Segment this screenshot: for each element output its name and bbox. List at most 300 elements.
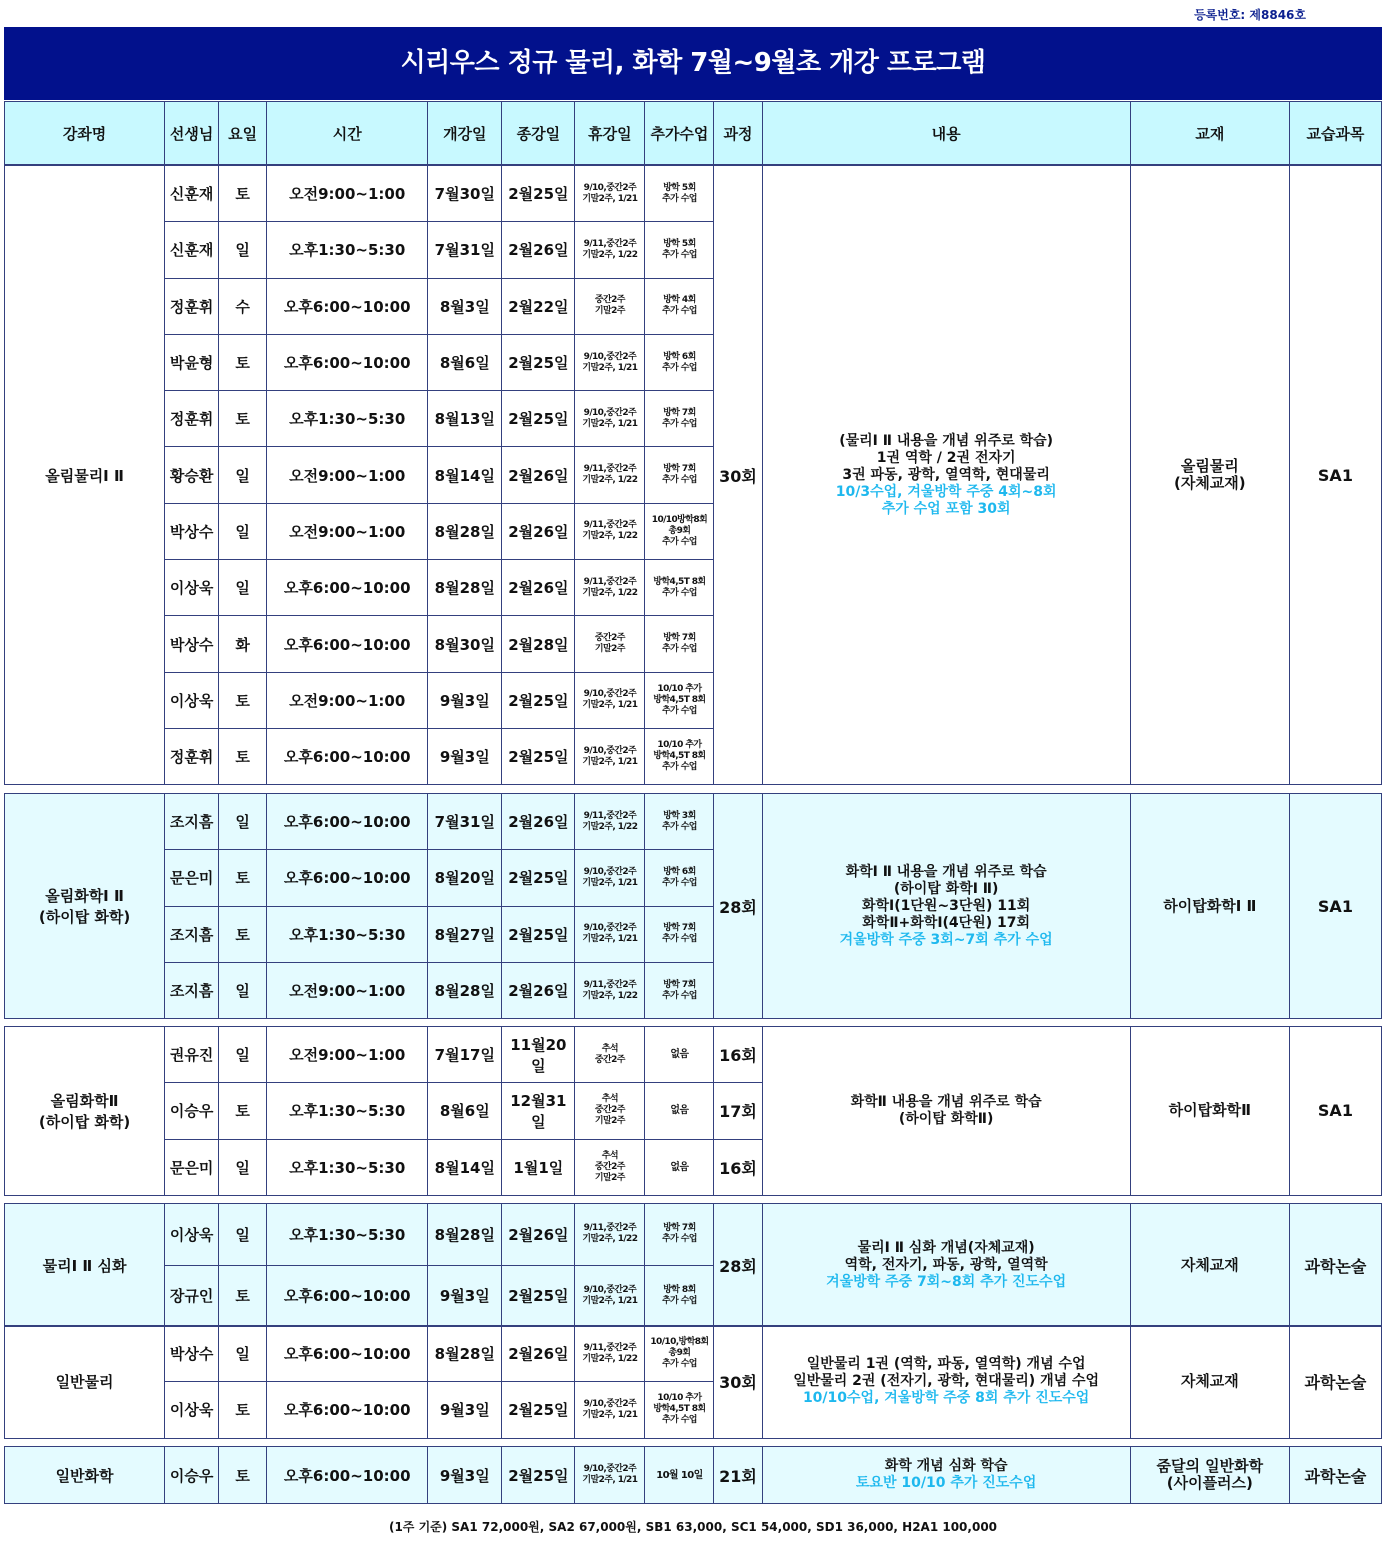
off-days bbox=[575, 1204, 645, 1266]
text-line: 10/10수업, 겨울방학 주중 8회 추가 진도수업 bbox=[802, 1390, 1090, 1407]
teacher-name: 이승우 bbox=[165, 1447, 219, 1504]
class-time: 오후1:30~5:30 bbox=[267, 906, 428, 962]
teacher-name: 박상수 bbox=[165, 616, 219, 672]
course-name bbox=[5, 1447, 165, 1504]
teacher-name: 이상욱 bbox=[165, 560, 219, 616]
text-line: 자체교재 bbox=[1180, 1372, 1239, 1391]
class-time: 오전9:00~1:00 bbox=[267, 166, 428, 222]
header-course: 강좌명 bbox=[5, 102, 165, 165]
text-line: 일반화학 bbox=[55, 1466, 114, 1485]
text-line: 추가 수업 bbox=[661, 1415, 697, 1426]
course-group-4 bbox=[4, 1325, 1382, 1439]
off-days bbox=[575, 906, 645, 962]
start-date: 9월3일 bbox=[428, 672, 502, 728]
extra-classes bbox=[645, 1326, 714, 1382]
off-days bbox=[575, 1265, 645, 1327]
off-days bbox=[575, 1027, 645, 1083]
text-line: 기말2주, 1/22 bbox=[582, 531, 638, 542]
text-line: 물리Ⅰ Ⅱ 심화 bbox=[42, 1256, 127, 1275]
start-date: 7월31일 bbox=[428, 794, 502, 850]
off-days bbox=[575, 560, 645, 616]
weekday: 일 bbox=[219, 447, 267, 503]
text-line: 화학 개념 심화 학습 bbox=[884, 1458, 1008, 1474]
text-line: 기말2주, 1/21 bbox=[582, 756, 638, 767]
text-line: 추가 수업 bbox=[661, 644, 697, 655]
teacher-name: 박상수 bbox=[165, 1326, 219, 1382]
text-line: 추가 수업 bbox=[661, 418, 697, 429]
text-line: 올림화학Ⅱ bbox=[50, 1091, 119, 1110]
text-line: 방학 5회 bbox=[663, 238, 696, 249]
course-group-2 bbox=[4, 1026, 1382, 1196]
course-content bbox=[762, 1326, 1130, 1439]
class-time: 오후6:00~10:00 bbox=[267, 616, 428, 672]
textbook bbox=[1130, 1447, 1289, 1504]
text-line: 추가 수업 bbox=[661, 536, 697, 547]
text-line: 10월 10일 bbox=[656, 1469, 703, 1481]
text-line: 방학4,5T 8회 bbox=[653, 1404, 706, 1415]
weekday: 토 bbox=[219, 166, 267, 222]
start-date: 9월3일 bbox=[428, 1447, 502, 1504]
text-line: 추가 수업 bbox=[661, 193, 697, 204]
start-date: 8월3일 bbox=[428, 278, 502, 334]
course-name bbox=[5, 794, 165, 1019]
weekday: 화 bbox=[219, 616, 267, 672]
text-line: 9/11,중간2주 bbox=[583, 1223, 637, 1234]
extra-classes bbox=[645, 222, 714, 278]
weekday: 일 bbox=[219, 962, 267, 1018]
class-time: 오후1:30~5:30 bbox=[267, 1083, 428, 1139]
textbook bbox=[1130, 1204, 1289, 1327]
class-time: 오후6:00~10:00 bbox=[267, 1326, 428, 1382]
textbook bbox=[1130, 1027, 1289, 1196]
end-date: 2월28일 bbox=[502, 616, 575, 672]
teacher-name: 조지흠 bbox=[165, 962, 219, 1018]
text-line: 추석 bbox=[601, 1094, 618, 1105]
text-line: 총9회 bbox=[668, 525, 691, 536]
text-line: 추가 수업 bbox=[661, 934, 697, 945]
text-line: 추가 수업 bbox=[661, 362, 697, 373]
off-days bbox=[575, 222, 645, 278]
session-count: 28회 bbox=[714, 794, 762, 1019]
teacher-name: 신훈재 bbox=[165, 166, 219, 222]
text-line: 추가 수업 bbox=[661, 762, 697, 773]
text-line: 올림화학Ⅰ Ⅱ bbox=[45, 887, 124, 906]
end-date: 2월22일 bbox=[502, 278, 575, 334]
extra-classes bbox=[645, 850, 714, 906]
start-date: 8월13일 bbox=[428, 391, 502, 447]
off-days bbox=[575, 794, 645, 850]
extra-classes bbox=[645, 1139, 714, 1195]
class-time: 오후6:00~10:00 bbox=[267, 1447, 428, 1504]
start-date: 9월3일 bbox=[428, 1382, 502, 1438]
course-group-1 bbox=[4, 793, 1382, 1019]
text-line: 9/10,중간2주 bbox=[583, 182, 637, 193]
weekday: 토 bbox=[219, 906, 267, 962]
end-date: 11월20일 bbox=[502, 1027, 575, 1083]
text-line: 겨울방학 주중 7회~8회 추가 진도수업 bbox=[826, 1273, 1067, 1290]
text-line: 중간2주 bbox=[594, 633, 625, 644]
class-time: 오전9:00~1:00 bbox=[267, 447, 428, 503]
off-days bbox=[575, 278, 645, 334]
text-line: 기말2주, 1/21 bbox=[582, 418, 638, 429]
text-line: 중간2주 bbox=[594, 1161, 625, 1172]
textbook bbox=[1130, 794, 1289, 1019]
text-line: 방학4,5T 8회 bbox=[653, 751, 706, 762]
text-line: 추가 수업 bbox=[661, 877, 697, 888]
weekday: 일 bbox=[219, 503, 267, 559]
extra-classes bbox=[645, 166, 714, 222]
text-line: (사이플러스) bbox=[1166, 1474, 1253, 1492]
off-days bbox=[575, 672, 645, 728]
text-line: (하이탑 화학Ⅰ Ⅱ) bbox=[893, 880, 999, 897]
header-book: 교재 bbox=[1130, 102, 1289, 165]
text-line: 올림물리Ⅰ Ⅱ bbox=[45, 466, 124, 485]
text-line: 9/11,중간2주 bbox=[583, 464, 637, 475]
header-count: 과정 bbox=[714, 102, 762, 165]
course-content bbox=[762, 1204, 1130, 1327]
course-content bbox=[762, 166, 1130, 785]
end-date: 2월25일 bbox=[502, 728, 575, 784]
text-line: (하이탑 화학) bbox=[38, 1112, 131, 1131]
start-date: 8월20일 bbox=[428, 850, 502, 906]
header-table bbox=[4, 101, 1382, 165]
teacher-name: 정훈휘 bbox=[165, 391, 219, 447]
extra-classes bbox=[645, 728, 714, 784]
class-time: 오후6:00~10:00 bbox=[267, 728, 428, 784]
class-time: 오후1:30~5:30 bbox=[267, 391, 428, 447]
teacher-name: 이상욱 bbox=[165, 1204, 219, 1266]
text-line: 일반물리 bbox=[55, 1373, 114, 1392]
subject: SA1 bbox=[1289, 794, 1381, 1019]
text-line: (물리Ⅰ Ⅱ 내용을 개념 위주로 학습) bbox=[839, 432, 1054, 449]
end-date: 2월26일 bbox=[502, 222, 575, 278]
extra-classes bbox=[645, 962, 714, 1018]
extra-classes bbox=[645, 1083, 714, 1139]
class-time: 오후6:00~10:00 bbox=[267, 850, 428, 906]
teacher-name: 이상욱 bbox=[165, 672, 219, 728]
text-line: 9/10,중간2주 bbox=[583, 923, 637, 934]
end-date: 2월26일 bbox=[502, 1326, 575, 1382]
class-time: 오후6:00~10:00 bbox=[267, 794, 428, 850]
header-start: 개강일 bbox=[428, 102, 502, 165]
text-line: 기말2주 bbox=[594, 306, 625, 317]
weekday: 토 bbox=[219, 672, 267, 728]
text-line: 기말2주, 1/21 bbox=[582, 877, 638, 888]
class-time: 오전9:00~1:00 bbox=[267, 503, 428, 559]
table-row bbox=[5, 794, 1382, 850]
extra-classes bbox=[645, 560, 714, 616]
text-line: 기말2주, 1/22 bbox=[582, 821, 638, 832]
text-line: 중간2주 bbox=[594, 295, 625, 306]
text-line: 9/11,중간2주 bbox=[583, 520, 637, 531]
text-line: 화학Ⅰ Ⅱ 내용을 개념 위주로 학습 bbox=[845, 863, 1047, 880]
start-date: 8월28일 bbox=[428, 503, 502, 559]
text-line: (자체교재) bbox=[1173, 474, 1246, 493]
text-line: 추가 수업 bbox=[661, 990, 697, 1001]
text-line: 방학 7회 bbox=[663, 407, 696, 418]
page-title: 시리우스 정규 물리, 화학 7월~9월초 개강 프로그램 bbox=[4, 27, 1382, 100]
end-date: 2월25일 bbox=[502, 1265, 575, 1327]
weekday: 일 bbox=[219, 560, 267, 616]
text-line: 추가 수업 bbox=[661, 1295, 697, 1306]
end-date: 2월26일 bbox=[502, 794, 575, 850]
teacher-name: 조지흠 bbox=[165, 794, 219, 850]
extra-classes bbox=[645, 447, 714, 503]
text-line: 추가 수업 bbox=[661, 821, 697, 832]
text-line: 추석 bbox=[601, 1043, 618, 1054]
text-line: 기말2주, 1/21 bbox=[582, 1409, 638, 1420]
course-name bbox=[5, 1326, 165, 1439]
session-count: 16회 bbox=[714, 1027, 762, 1083]
text-line: 9/11,중간2주 bbox=[583, 979, 637, 990]
text-line: 역학, 전자기, 파동, 광학, 열역학 bbox=[844, 1256, 1048, 1273]
text-line: 줌달의 일반화학 bbox=[1156, 1457, 1264, 1475]
textbook bbox=[1130, 1326, 1289, 1439]
end-date: 2월26일 bbox=[502, 560, 575, 616]
text-line: 없음 bbox=[670, 1161, 689, 1173]
off-days bbox=[575, 166, 645, 222]
text-line: 9/10,중간2주 bbox=[583, 407, 637, 418]
end-date: 2월25일 bbox=[502, 1382, 575, 1438]
session-count: 21회 bbox=[714, 1447, 762, 1504]
teacher-name: 박윤형 bbox=[165, 334, 219, 390]
text-line: 방학 5회 bbox=[663, 182, 696, 193]
text-line: 추가 수업 bbox=[661, 475, 697, 486]
subject: 과학논술 bbox=[1289, 1204, 1381, 1327]
registration-number: 등록번호: 제8846호 bbox=[1194, 8, 1306, 22]
text-line: 기말2주, 1/22 bbox=[582, 1234, 638, 1245]
text-line: 방학4,5T 8회 bbox=[653, 694, 706, 705]
text-line: 10/10 추가 bbox=[657, 683, 702, 694]
text-line: 기말2주, 1/21 bbox=[582, 1475, 638, 1485]
header-time: 시간 bbox=[267, 102, 428, 165]
text-line: 10/10 추가 bbox=[657, 740, 702, 751]
end-date: 1월1일 bbox=[502, 1139, 575, 1195]
weekday: 일 bbox=[219, 1027, 267, 1083]
teacher-name: 문은미 bbox=[165, 850, 219, 906]
weekday: 일 bbox=[219, 1204, 267, 1266]
end-date: 2월26일 bbox=[502, 1204, 575, 1266]
header-day: 요일 bbox=[219, 102, 267, 165]
end-date: 2월26일 bbox=[502, 503, 575, 559]
start-date: 7월30일 bbox=[428, 166, 502, 222]
textbook bbox=[1130, 166, 1289, 785]
class-time: 오후1:30~5:30 bbox=[267, 1204, 428, 1266]
text-line: 기말2주, 1/21 bbox=[582, 1295, 638, 1306]
text-line: 없음 bbox=[670, 1049, 689, 1061]
extra-classes bbox=[645, 334, 714, 390]
end-date: 2월25일 bbox=[502, 672, 575, 728]
extra-classes bbox=[645, 794, 714, 850]
end-date: 2월25일 bbox=[502, 391, 575, 447]
text-line: 추가 수업 bbox=[661, 587, 697, 598]
weekday: 토 bbox=[219, 1447, 267, 1504]
table-row bbox=[5, 1204, 1382, 1266]
teacher-name: 문은미 bbox=[165, 1139, 219, 1195]
class-time: 오후6:00~10:00 bbox=[267, 560, 428, 616]
teacher-name: 박상수 bbox=[165, 503, 219, 559]
header-row bbox=[5, 102, 1382, 165]
text-line: 기말2주 bbox=[594, 644, 625, 655]
off-days bbox=[575, 447, 645, 503]
start-date: 9월3일 bbox=[428, 728, 502, 784]
text-line: 9/10,중간2주 bbox=[583, 1398, 637, 1409]
class-time: 오후6:00~10:00 bbox=[267, 278, 428, 334]
course-group-3 bbox=[4, 1203, 1382, 1327]
header-teacher: 선생님 bbox=[165, 102, 219, 165]
start-date: 8월14일 bbox=[428, 447, 502, 503]
start-date: 8월28일 bbox=[428, 560, 502, 616]
extra-classes bbox=[645, 1204, 714, 1266]
off-days bbox=[575, 962, 645, 1018]
session-count: 30회 bbox=[714, 166, 762, 785]
off-days bbox=[575, 1382, 645, 1438]
text-line: 1권 역학 / 2권 전자기 bbox=[876, 449, 1016, 466]
text-line: 방학 3회 bbox=[663, 810, 696, 821]
text-line: 하이탑화학Ⅰ Ⅱ bbox=[1163, 896, 1257, 915]
text-line: 방학 6회 bbox=[663, 866, 696, 877]
header-subject: 교습과목 bbox=[1289, 102, 1381, 165]
subject: SA1 bbox=[1289, 1027, 1381, 1196]
text-line: (하이탑 화학Ⅱ) bbox=[898, 1110, 994, 1127]
end-date: 2월26일 bbox=[502, 962, 575, 1018]
text-line: 화학Ⅱ+화학Ⅰ(4단원) 17회 bbox=[862, 914, 1030, 931]
teacher-name: 장규인 bbox=[165, 1265, 219, 1327]
start-date: 8월27일 bbox=[428, 906, 502, 962]
extra-classes bbox=[645, 672, 714, 728]
class-time: 오전9:00~1:00 bbox=[267, 672, 428, 728]
weekday: 수 bbox=[219, 278, 267, 334]
text-line: 기말2주, 1/21 bbox=[582, 362, 638, 373]
text-line: 10/10방학8회 bbox=[651, 514, 708, 525]
text-line: 9/11,중간2주 bbox=[583, 810, 637, 821]
weekday: 일 bbox=[219, 222, 267, 278]
text-line: 추석 bbox=[601, 1150, 618, 1161]
text-line: 방학 7회 bbox=[663, 979, 696, 990]
teacher-name: 조지흠 bbox=[165, 906, 219, 962]
session-count: 16회 bbox=[714, 1139, 762, 1195]
start-date: 8월6일 bbox=[428, 334, 502, 390]
off-days bbox=[575, 334, 645, 390]
text-line: 방학 6회 bbox=[663, 351, 696, 362]
class-time: 오후1:30~5:30 bbox=[267, 222, 428, 278]
text-line: 10/10,방학8회 bbox=[650, 1337, 709, 1348]
start-date: 8월14일 bbox=[428, 1139, 502, 1195]
teacher-name: 정훈휘 bbox=[165, 728, 219, 784]
text-line: 중간2주 bbox=[594, 1054, 625, 1065]
class-time: 오후6:00~10:00 bbox=[267, 334, 428, 390]
teacher-name: 이상욱 bbox=[165, 1382, 219, 1438]
text-line: 방학 7회 bbox=[663, 923, 696, 934]
course-content bbox=[762, 1027, 1130, 1196]
end-date: 2월26일 bbox=[502, 447, 575, 503]
text-line: 방학 4회 bbox=[663, 295, 696, 306]
text-line: 9/10,중간2주 bbox=[583, 1284, 637, 1295]
end-date: 2월25일 bbox=[502, 906, 575, 962]
course-group-5 bbox=[4, 1446, 1382, 1504]
text-line: 3권 파동, 광학, 열역학, 현대물리 bbox=[842, 466, 1050, 483]
course-group-0 bbox=[4, 165, 1382, 785]
class-time: 오후6:00~10:00 bbox=[267, 1382, 428, 1438]
text-line: 9/10,중간2주 bbox=[583, 1464, 637, 1474]
course-name bbox=[5, 1204, 165, 1327]
text-line: 기말2주, 1/21 bbox=[582, 700, 638, 711]
text-line: 추가 수업 bbox=[661, 1234, 697, 1245]
text-line: 일반물리 1권 (역학, 파동, 열역학) 개념 수업 bbox=[806, 1356, 1086, 1373]
off-days bbox=[575, 1447, 645, 1504]
weekday: 일 bbox=[219, 1326, 267, 1382]
extra-classes bbox=[645, 391, 714, 447]
off-days bbox=[575, 728, 645, 784]
header-end: 종강일 bbox=[502, 102, 575, 165]
text-line: 기말2주 bbox=[594, 1172, 625, 1183]
class-time: 오후1:30~5:30 bbox=[267, 1139, 428, 1195]
text-line: 기말2주, 1/22 bbox=[582, 475, 638, 486]
start-date: 9월3일 bbox=[428, 1265, 502, 1327]
teacher-name: 정훈휘 bbox=[165, 278, 219, 334]
teacher-name: 황승환 bbox=[165, 447, 219, 503]
start-date: 8월28일 bbox=[428, 962, 502, 1018]
course-content bbox=[762, 1447, 1130, 1504]
table-row bbox=[5, 1447, 1382, 1504]
text-line: 추가 수업 포함 30회 bbox=[881, 500, 1011, 517]
extra-classes bbox=[645, 1382, 714, 1438]
extra-classes bbox=[645, 278, 714, 334]
text-line: 9/10,중간2주 bbox=[583, 689, 637, 700]
teacher-name: 이승우 bbox=[165, 1083, 219, 1139]
text-line: 올림물리 bbox=[1180, 457, 1239, 476]
text-line: 중간2주 bbox=[594, 1105, 625, 1116]
text-line: (하이탑 화학) bbox=[38, 908, 131, 927]
header-off: 휴강일 bbox=[575, 102, 645, 165]
session-count: 17회 bbox=[714, 1083, 762, 1139]
teacher-name: 권유진 bbox=[165, 1027, 219, 1083]
weekday: 토 bbox=[219, 850, 267, 906]
end-date: 12월31일 bbox=[502, 1083, 575, 1139]
text-line: 기말2주, 1/21 bbox=[582, 934, 638, 945]
text-line: 10/3수업, 겨울방학 주중 4회~8회 bbox=[835, 483, 1057, 500]
extra-classes bbox=[645, 1447, 714, 1504]
text-line: 자체교재 bbox=[1180, 1255, 1239, 1274]
text-line: 화학Ⅱ 내용을 개념 위주로 학습 bbox=[850, 1093, 1042, 1110]
off-days bbox=[575, 850, 645, 906]
text-line: 방학 7회 bbox=[663, 633, 696, 644]
text-line: 물리Ⅰ Ⅱ 심화 개념(자체교재) bbox=[857, 1239, 1035, 1256]
text-line: 9/10,중간2주 bbox=[583, 745, 637, 756]
table-row bbox=[5, 1027, 1382, 1083]
text-line: 겨울방학 주중 3회~7회 추가 수업 bbox=[839, 931, 1053, 948]
text-line: 방학 7회 bbox=[663, 464, 696, 475]
extra-classes bbox=[645, 1265, 714, 1327]
text-line: 총9회 bbox=[668, 1348, 691, 1359]
text-line: 추가 수업 bbox=[661, 249, 697, 260]
text-line: 기말2주 bbox=[594, 1116, 625, 1127]
course-name bbox=[5, 166, 165, 785]
subject: 과학논술 bbox=[1289, 1326, 1381, 1439]
weekday: 토 bbox=[219, 1382, 267, 1438]
start-date: 7월17일 bbox=[428, 1027, 502, 1083]
text-line: 기말2주, 1/21 bbox=[582, 193, 638, 204]
teacher-name: 신훈재 bbox=[165, 222, 219, 278]
off-days bbox=[575, 1326, 645, 1382]
weekday: 토 bbox=[219, 334, 267, 390]
off-days bbox=[575, 1083, 645, 1139]
weekday: 일 bbox=[219, 794, 267, 850]
session-count: 28회 bbox=[714, 1204, 762, 1327]
text-line: 일반물리 2권 (전자기, 광학, 현대물리) 개념 수업 bbox=[793, 1373, 1100, 1390]
text-line: 10/10 추가 bbox=[657, 1393, 702, 1404]
table-row bbox=[5, 166, 1382, 222]
